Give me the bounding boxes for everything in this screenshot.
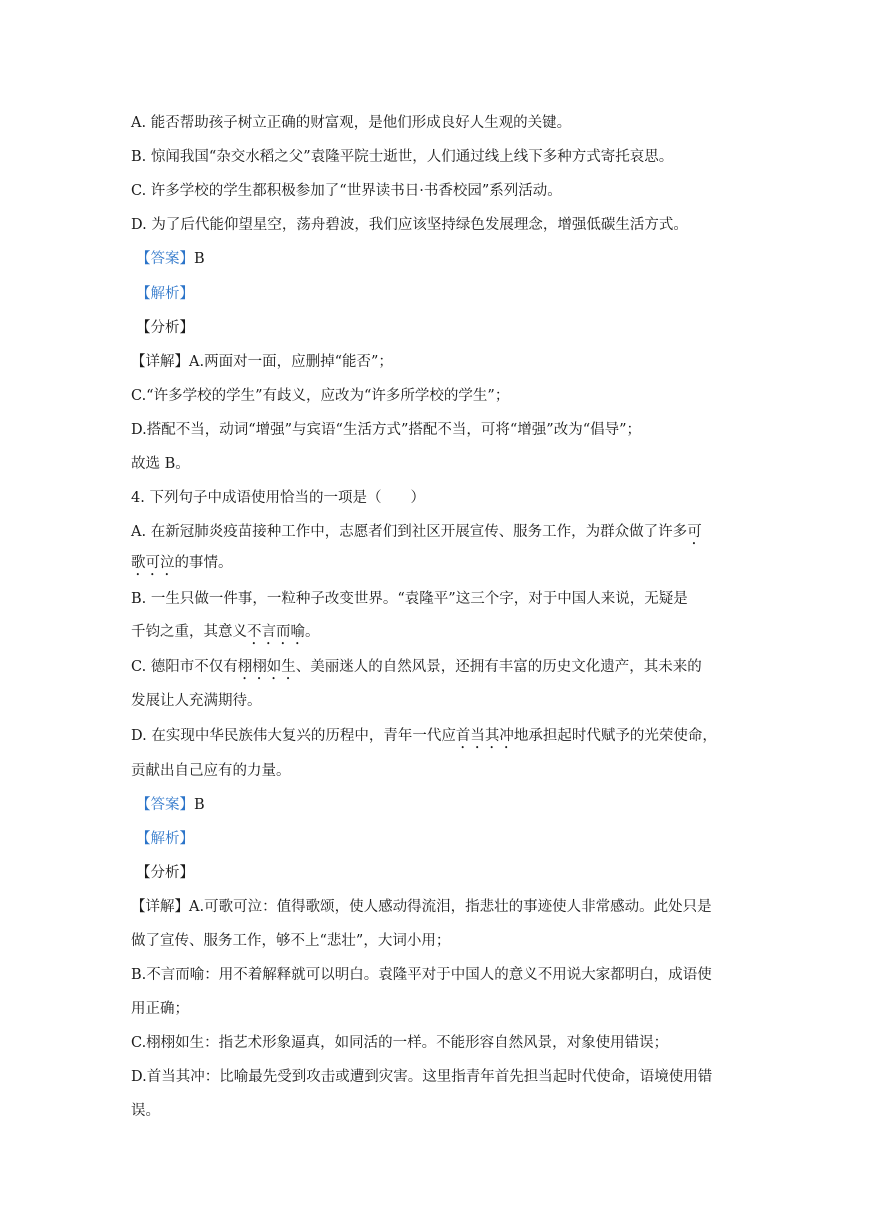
q4-option-b-idiom: 不言而喻 [247, 624, 305, 640]
q4-option-b-line2 [131, 622, 320, 642]
q4-option-d-line1 [131, 726, 717, 746]
q4-detail-a-1: A.可歌可泣：值得歌颂，使人感动得流泪，指悲壮的事迹使人非常感动。此处只是 [189, 899, 712, 915]
q3-option-a: A. 能否帮助孩子树立正确的财富观，是他们形成良好人生观的关键。 [131, 115, 572, 131]
q4-option-c-tail: 、美丽迷人的自然风景，还拥有丰富的历史文化遗产，其未来的 [295, 659, 702, 675]
q4-detail-d-2: 误。 [131, 1103, 160, 1119]
q4-analysis-tag: 【解析】 [136, 831, 194, 847]
q4-option-d-line2: 贡献出自己应有的力量。 [131, 763, 291, 779]
q3-analysis-line [136, 284, 194, 304]
q3-detail-line [131, 352, 393, 372]
q3-detail-a: A.两面对一面，应删掉“能否”； [189, 354, 393, 370]
q3-answer-value: B [194, 251, 205, 267]
q4-answer-value: B [194, 797, 205, 813]
q4-option-a-line2 [131, 553, 233, 573]
q4-analysis-line [136, 829, 194, 849]
q4-option-b-line1: B. 一生只做一件事，一粒种子改变世界。“袁隆平”这三个字，对于中国人来说，无疑是 [131, 591, 688, 607]
q4-option-d-tail: 地承担起时代赋予的光荣使命， [513, 728, 717, 744]
q3-fenxi-line [136, 318, 194, 338]
q3-detail-d: D.搭配不当，动词“增强”与宾语“生活方式”搭配不当，可将“增强”改为“倡导”； [131, 422, 642, 438]
q4-option-a-idiom: 歌可泣 [131, 555, 175, 571]
q4-answer-line [136, 795, 205, 815]
q3-fenxi-tag: 【分析】 [136, 320, 194, 336]
q4-detail-line1 [131, 897, 712, 917]
q3-analysis-tag: 【解析】 [136, 286, 194, 302]
q4-detail-a-2: 做了宣传、服务工作，够不上“悲壮”，大词小用； [131, 933, 451, 949]
q4-detail-tag: 【详解】 [131, 899, 189, 915]
q4-option-d-idiom: 首当其冲 [455, 728, 514, 744]
q4-option-c-line2: 发展让人充满期待。 [131, 693, 262, 709]
q3-answer-line [136, 249, 205, 269]
q3-conclusion: 故选 B。 [131, 456, 190, 472]
q4-detail-d-1: D.首当其冲：比喻最先受到攻击或遭到灾害。这里指青年首先担当起时代使命，语境使用错 [131, 1069, 713, 1085]
q3-option-d: D. 为了后代能仰望星空，荡舟碧波，我们应该坚持绿色发展理念，增强低碳生活方式。 [131, 217, 688, 233]
q3-option-c: C. 许多学校的学生都积极参加了“世界读书日·书香校园”系列活动。 [131, 183, 562, 199]
q4-option-b-text: 千钧之重，其意义 [131, 624, 247, 640]
q4-fenxi-line [136, 863, 194, 883]
q4-option-a-text: A. 在新冠肺炎疫苗接种工作中，志愿者们到社区开展宣传、服务工作，为群众做了许多 [131, 524, 688, 540]
q4-option-a-tail: 的事情。 [174, 555, 233, 571]
q4-option-c-idiom: 栩栩如生 [237, 659, 296, 675]
q4-option-a-line1 [131, 522, 702, 542]
q4-answer-tag: 【答案】 [136, 797, 194, 813]
q4-detail-b-2: 用正确； [131, 1001, 189, 1017]
q3-option-b: B. 惊闻我国“杂交水稻之父”袁隆平院士逝世，人们通过线上线下多种方式寄托哀思。 [131, 149, 674, 165]
q4-option-c-text: C. 德阳市不仅有 [131, 659, 238, 675]
q4-option-a-idiom-part: 可 [687, 524, 702, 540]
q4-fenxi-tag: 【分析】 [136, 865, 194, 881]
q4-option-d-text: D. 在实现中华民族伟大复兴的历程中，青年一代应 [131, 728, 456, 744]
q4-option-c-line1 [131, 657, 702, 677]
q4-option-b-tail: 。 [305, 624, 320, 640]
q4-question: 4. 下列句子中成语使用恰当的一项是（ ） [131, 490, 425, 506]
q3-answer-tag: 【答案】 [136, 251, 194, 267]
q3-detail-tag: 【详解】 [131, 354, 189, 370]
q4-detail-c: C.栩栩如生：指艺术形象逼真，如同活的一样。不能形容自然风景，对象使用错误； [131, 1035, 669, 1051]
q4-detail-b-1: B.不言而喻：用不着解释就可以明白。袁隆平对于中国人的意义不用说大家都明白，成语使 [131, 967, 712, 983]
q3-detail-c: C.“许多学校的学生”有歧义，应改为“许多所学校的学生”； [131, 388, 510, 404]
